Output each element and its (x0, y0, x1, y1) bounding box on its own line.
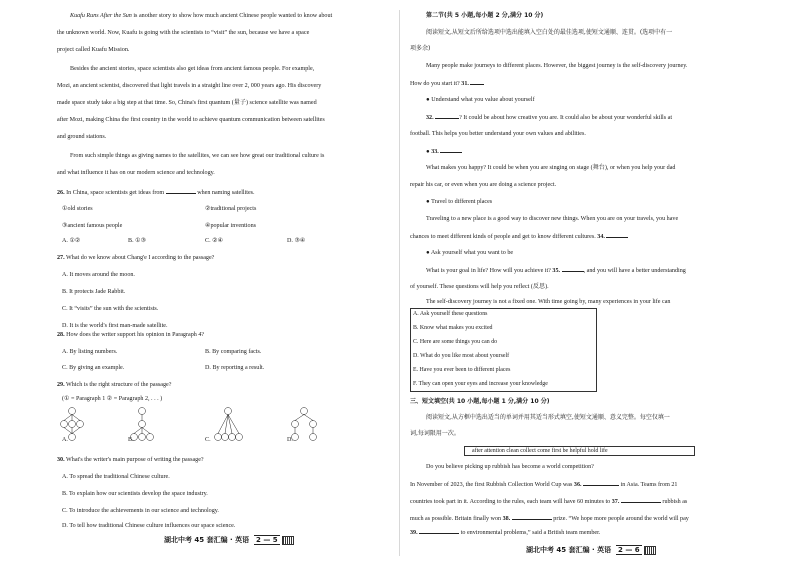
cloze-line-3 (410, 497, 687, 506)
q26-option-b: B. ①③ (128, 238, 147, 244)
s2-line-33b: repair his car, or even when you are doing a science project. (410, 182, 557, 188)
option-e: E. Have you ever been to different places (413, 367, 511, 373)
p1-line-2: the unknown world. Now, Kuafu is going with the scientists to “visit” the sun, because we have a space (57, 30, 310, 36)
diagram-d (292, 408, 317, 441)
section-3-instructions-2: 词,每词限用一次。 (410, 430, 460, 437)
q26-s3: ③ancient famous people (62, 223, 123, 229)
s2-line-32 (426, 113, 672, 122)
q28-text: How does the writer support his opinion in Paragraph 4? (66, 332, 205, 338)
q28-stem (57, 331, 204, 339)
p2-line-5: and ground stations. (57, 134, 107, 140)
blank-37 (621, 497, 661, 503)
blank-38 (512, 514, 552, 520)
cloze-line-4-end: prize. “We hope more people around the world will pay (553, 516, 689, 522)
left-page-number: 2 — 5 (256, 536, 278, 544)
q27-stem (57, 254, 214, 262)
s2-line-34b (410, 232, 628, 241)
right-footer-title: 湖北中考 45 套汇编 · 英语 (526, 546, 612, 554)
qr-icon-right (644, 546, 656, 555)
q30-option-d: D. To tell how traditional Chinese culture influences our space science. (62, 523, 236, 529)
blank-32-number: 32. (426, 115, 434, 121)
qr-icon (282, 536, 294, 545)
cloze-line-2-end: in Asia. Teams from 21 (620, 482, 678, 488)
q28-option-a: A. By listing numbers. (62, 349, 118, 355)
cloze-line-5-text: to environmental problems,” said a British team member. (460, 530, 601, 536)
p1-line-1 (70, 12, 332, 20)
q29-option-c: C. (205, 437, 211, 443)
q26-blank (166, 188, 196, 194)
diagram-b (131, 408, 154, 441)
bullet-2: ● Travel to different places (426, 199, 493, 205)
s2-line-2-text: How do you start it? (410, 81, 462, 87)
s2-line-32b: football. This helps you better understand your own values and abilities. (410, 131, 586, 137)
q29-stem (57, 381, 171, 389)
cloze-line-1: Do you believe picking up rubbish has become a world competition? (426, 464, 594, 470)
s2-line-36a: The self-discovery journey is not a fixed one. With time going by, many experiences in your life can (426, 299, 671, 305)
p2-line-3: made space study take a big step at that time. So, China's first quantum (量子) science satellite was named (57, 100, 317, 106)
blank-36 (583, 480, 619, 486)
left-footer (164, 535, 294, 545)
q28-option-c: C. By giving an example. (62, 365, 125, 371)
cloze-line-2-text: In November of 2023, the first Rubbish Collection World Cup was (410, 482, 574, 488)
bullet-33 (426, 147, 462, 156)
cloze-line-3-end: rubbish as (662, 499, 688, 505)
blank-39-number: 39. (410, 530, 418, 536)
q30-option-b: B. To explain how our scientists develop the space industry. (62, 491, 208, 497)
blank-36-number: 36. (573, 482, 582, 488)
q26-option-d: D. ③④ (287, 238, 306, 244)
q30-stem (57, 456, 204, 464)
section-2-instructions-2: 项多余) (410, 45, 431, 52)
s2-line-33a: What makes you happy? It could be when you are singing on stage (舞台), or when you help your dad (426, 165, 676, 171)
left-footer-title: 湖北中考 45 套汇编 · 英语 (164, 536, 250, 544)
option-b: B. Know what makes you excited (413, 325, 493, 331)
q29-diagrams (60, 405, 390, 445)
q29-text: Which is the right structure of the passage? (66, 382, 172, 388)
blank-39 (419, 528, 459, 534)
section-3-title: 三、短文填空(共 10 小题,每小题 1 分,满分 10 分) (410, 398, 550, 405)
s2-line-35a-text: What is your goal in life? How will you achieve it? (426, 268, 553, 274)
q29-option-b: B. (128, 437, 134, 443)
s2-line-2 (410, 79, 484, 88)
q30-text: What's the writer's main purpose of writing the passage? (66, 457, 204, 463)
right-footer (526, 545, 656, 555)
q30-number: 30. (57, 457, 65, 463)
option-a: A. Ask yourself these questions (413, 311, 488, 317)
q27-option-b: B. It protects Jade Rabbit. (62, 289, 126, 295)
blank-33-number: ● 33. (426, 149, 439, 155)
cloze-line-5 (410, 528, 600, 537)
q27-text: What do we know about Chang'e I according to the passage? (66, 255, 215, 261)
diagram-c (215, 408, 243, 441)
s2-line-35a-text-2: , and you will have a better understanding (583, 268, 686, 274)
q29-key: (① = Paragraph 1 ② = Paragraph 2, . . . ) (62, 396, 163, 402)
p2-line-4: after Mozi, making China the first country in the world to achieve quantum communication between satellites (57, 117, 325, 123)
s2-line-34a: Traveling to a new place is a good way to discover new things. When you are on your travels, you have (426, 216, 679, 222)
option-c: C. Here are some things you can do (413, 339, 498, 345)
cloze-line-4-text: much as possible. Britain finally won (410, 516, 503, 522)
p1-line-3: project called Kuafu Mission. (57, 47, 130, 53)
blank-37-number: 37. (611, 499, 620, 505)
blank-35-number: 35. (552, 268, 561, 274)
q29-option-a: A. (62, 437, 68, 443)
q28-option-d: D. By reporting a result. (205, 365, 265, 371)
cloze-line-2 (410, 480, 677, 489)
q27-option-c: C. It “visits” the sun with the scientists. (62, 306, 159, 312)
p2-line-2: Mozi, an ancient scientist, discovered that light travels in a straight line over 2, 000 years ago. His discovery (57, 83, 322, 89)
p3-line-1: From such simple things as giving names to the satellites, we can see how great our traditional culture is (70, 153, 325, 159)
p3-line-2: and what influence it has on our modern science and technology. (57, 170, 215, 176)
q30-option-c: C. To introduce the achievements in our science and technology. (62, 508, 219, 514)
s2-line-35b: of yourself. These questions will help you reflect (反思). (410, 284, 549, 290)
option-f: F. They can open your eyes and increase your knowledge (413, 381, 548, 387)
blank-31-number: 31. (461, 81, 469, 87)
q26-s4: ④popular inventions (205, 223, 256, 229)
s2-line-1: Many people make journeys to different places. However, the biggest journey is the self-discovery journey. (426, 63, 688, 69)
q29-option-d: D. (287, 437, 293, 443)
p2-line-1: Besides the ancient stories, space scientists also get ideas from ancient famous people. For example, (70, 66, 315, 72)
q26-number: 26. (57, 190, 65, 196)
blank-35 (562, 266, 584, 272)
section-2-title: 第二节(共 5 小题,每小题 2 分,满分 10 分) (426, 12, 544, 19)
q30-option-a: A. To spread the traditional Chinese culture. (62, 474, 170, 480)
q26-s2: ②traditional projects (205, 206, 257, 212)
right-page-number: 2 — 6 (618, 546, 640, 554)
section-2-instructions-1: 阅读短文,从短文后所给选项中选出能填入空白处的最佳选项,使短文通顺、连贯。(选项中有一 (426, 29, 673, 36)
blank-32 (435, 113, 459, 119)
cloze-line-3-text: countries took part in it. According to the rules, each team will have 60 minutes to (410, 499, 612, 505)
options-box (410, 308, 597, 392)
blank-31 (470, 79, 484, 85)
q26-option-c: C. ②④ (205, 238, 224, 244)
q26-stem (57, 188, 255, 197)
blank-34 (606, 232, 628, 238)
q26-option-a: A. ①② (62, 238, 81, 244)
q28-option-b: B. By comparing facts. (205, 349, 262, 355)
bullet-1: ● Understand what you value about yourself (426, 97, 535, 103)
q26-text: In China, space scientists get ideas from (66, 190, 165, 196)
word-bank: after attention clean collect come first be helpful hold life (464, 446, 695, 456)
blank-33 (440, 147, 462, 153)
bullet-3: ● Ask yourself what you want to be (426, 250, 514, 256)
s2-line-32-text: ? It could be about how creative you are. It could also be about your wonderful skills at (459, 115, 673, 121)
cloze-line-4 (410, 514, 689, 523)
q26-text-end: when naming satellites. (197, 190, 255, 196)
blank-34-number: 34. (597, 234, 605, 240)
s2-line-35a (426, 266, 686, 275)
q26-s1: ①old stories (62, 206, 93, 212)
story-title: Kuafu Runs After the Sun (70, 13, 132, 19)
s2-line-34b-text: chances to meet different kinds of people and get to know different cultures. (410, 234, 598, 240)
q28-number: 28. (57, 332, 65, 338)
q27-option-d: D. It is the world's first man-made satellite. (62, 323, 168, 329)
q29-number: 29. (57, 382, 65, 388)
blank-38-number: 38. (502, 516, 511, 522)
q27-option-a: A. It moves around the moon. (62, 272, 135, 278)
p1-text: is another story to show how much ancient Chinese people wanted to know about (131, 13, 333, 19)
option-d: D. What do you like most about yourself (413, 353, 510, 359)
q27-number: 27. (57, 255, 65, 261)
section-3-instructions-1: 阅读短文,从方框中选出适当的单词并用其适当形式填空,使短文通顺、意义完整。每空仅填一 (426, 414, 670, 421)
